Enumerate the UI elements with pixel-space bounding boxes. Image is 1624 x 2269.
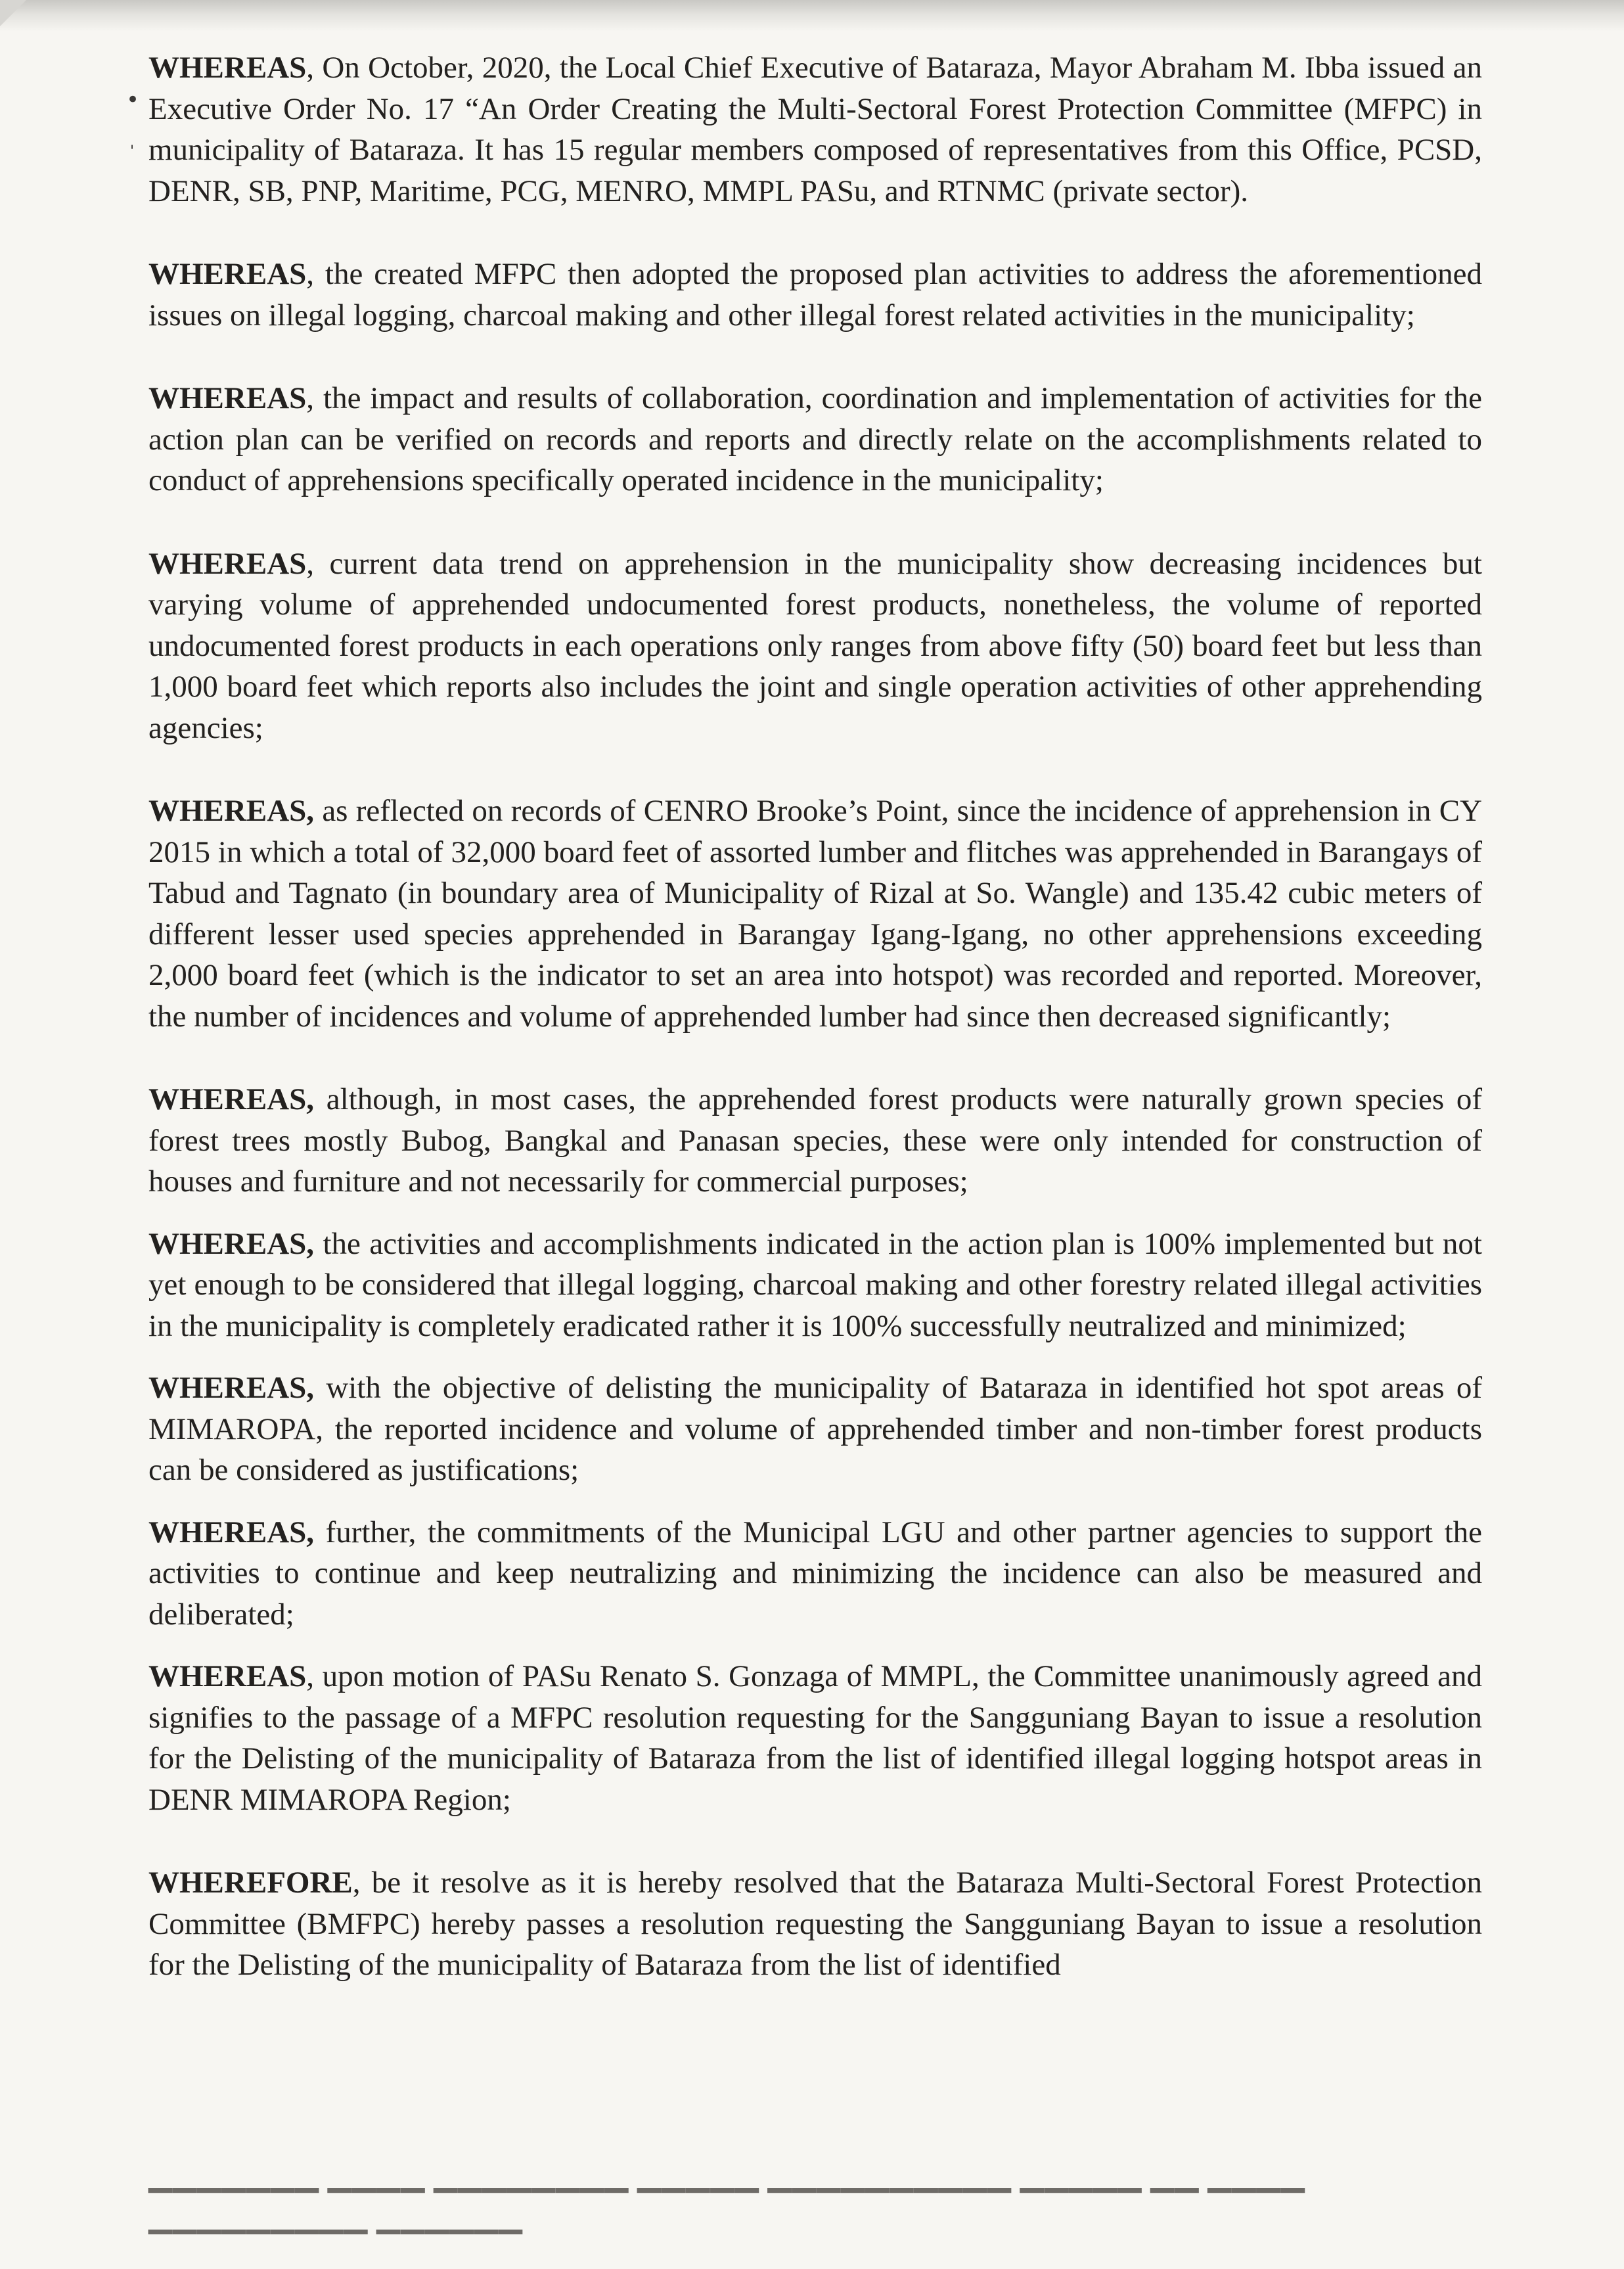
paragraph-keyword: WHEREAS bbox=[148, 546, 307, 581]
paragraph-text: , be it resolve as it is hereby resolved that the Bataraza Multi-Sectoral Forest Protection Committee (BMFPC) hereby passes a resolution requesting the Sangguniang Bayan to issue a resolution for the Delisting of the municipality of Bataraza from the list of identified bbox=[148, 1866, 1482, 1982]
paragraph-text: , On October, 2020, the Local Chief Executive of Bataraza, Mayor Abraham M. Ibba issued an Executive Order No. 17 “An Order Creating the Multi-Sectoral Forest Protection Committee (MFPC) in municipality of Bataraza. It has 15 regular members composed of representatives from this Office, PCSD, DENR, SB, PNP, Maritime, PCG, MENRO, MMPL PASu, and RTNMC (private sector). bbox=[148, 51, 1482, 208]
whereas-paragraph-4 bbox=[148, 543, 1482, 749]
paragraph-text: as reflected on records of CENRO Brooke’s Point, since the incidence of apprehension in CY 2015 in which a total of 32,000 board feet of assorted lumber and flitches was apprehended in Barangays of Tabud and Tagnato (in boundary area of Municipality of Rizal at So. Wangle) and 135.42 cubic meters of different lesser used species apprehended in Barangay Igang-Igang, no other apprehensions exceeding 2,000 board feet (which is the indicator to set an area into hotspot) was recorded and reported. Moreover, the number of incidences and volume of apprehended lumber had since then decreased significantly; bbox=[148, 794, 1482, 1034]
paragraph-text: further, the commitments of the Municipal LGU and other partner agencies to support the activities to continue and keep neutralizing and minimizing the incidence can also be measured and deliberated; bbox=[148, 1515, 1482, 1632]
document-page bbox=[148, 47, 1482, 1986]
scan-shadow-top bbox=[0, 0, 1624, 32]
paragraph-keyword: WHEREAS bbox=[148, 257, 307, 291]
paragraph-text: although, in most cases, the apprehended forest products were naturally grown species of forest trees mostly Bubog, Bangkal and Panasan species, these were only intended for construction of houses and furniture and not necessarily for commercial purposes; bbox=[148, 1082, 1482, 1199]
whereas-paragraph-10 bbox=[148, 1656, 1482, 1820]
margin-tick-icon: ' bbox=[130, 143, 135, 160]
whereas-paragraph-2 bbox=[148, 254, 1482, 336]
paragraph-keyword: WHEREAS, bbox=[148, 1515, 315, 1549]
paragraph-text: the activities and accomplishments indicated in the action plan is 100% implemented but not yet enough to be considered that illegal logging, charcoal making and other forestry related illegal activities in the municipality is completely eradicated rather it is 100% successfully neutralized and minimized; bbox=[148, 1226, 1482, 1343]
margin-mark-icon: • bbox=[126, 87, 140, 113]
whereas-paragraph-7 bbox=[148, 1224, 1482, 1347]
paragraph-keyword: WHEREAS, bbox=[148, 1371, 315, 1405]
paragraph-keyword: WHEREFORE bbox=[148, 1866, 353, 1900]
paragraph-keyword: WHEREAS bbox=[148, 381, 307, 415]
scan-corner-fold bbox=[0, 0, 26, 26]
paragraph-text: , the created MFPC then adopted the proposed plan activities to address the aforementioned issues on illegal logging, charcoal making and other illegal forest related activities in the municipality; bbox=[148, 257, 1482, 332]
whereas-paragraph-3 bbox=[148, 378, 1482, 501]
paragraph-text: , current data trend on apprehension in the municipality show decreasing incidences but varying volume of apprehended undocumented forest products, nonetheless, the volume of reported undocumented forest products in each operations only ranges from above fifty (50) board feet but less than 1,000 board feet which reports also includes the joint and single operation activities of other apprehending agencies; bbox=[148, 546, 1482, 745]
whereas-paragraph-6 bbox=[148, 1079, 1482, 1203]
whereas-paragraph-9 bbox=[148, 1512, 1482, 1636]
whereas-paragraph-5 bbox=[148, 791, 1482, 1037]
paragraph-keyword: WHEREAS bbox=[148, 51, 307, 85]
paragraph-keyword: WHEREAS, bbox=[148, 1226, 315, 1261]
cut-off-line-fragment bbox=[148, 2190, 1482, 2266]
paragraph-text: , upon motion of PASu Renato S. Gonzaga of MMPL, the Committee unanimously agreed and signifies to the passage of a MFPC resolution requesting for the Sangguniang Bayan to issue a resolution for the Delisting of the municipality of Bataraza from the list of identified illegal logging hotspot areas in DENR MIMAROPA Region; bbox=[148, 1659, 1482, 1817]
paragraph-keyword: WHEREAS, bbox=[148, 794, 315, 828]
paragraph-text: with the objective of delisting the municipality of Bataraza in identified hot spot areas of MIMAROPA, the reported incidence and volume of apprehended timber and non-timber forest products can be considered as justifications; bbox=[148, 1371, 1482, 1487]
whereas-paragraph-1 bbox=[148, 47, 1482, 212]
paragraph-text: , the impact and results of collaboration, coordination and implementation of activities for the action plan can be verified on records and reports and directly relate on the accomplishments related to conduct of apprehensions specifically operated incidence in the municipality; bbox=[148, 381, 1482, 497]
wherefore-paragraph bbox=[148, 1862, 1482, 1986]
whereas-paragraph-8 bbox=[148, 1367, 1482, 1491]
cut-off-text-decoration: ▔▔▔▔▔▔▔ ▔▔▔▔ ▔▔▔▔▔▔▔▔ ▔▔▔▔▔ ▔▔▔▔▔▔▔▔▔▔ ▔▔▔▔▔ ▔▔ ▔▔▔▔ ▔▔▔▔▔▔▔▔▔ ▔▔▔▔▔▔ bbox=[148, 2190, 1305, 2266]
paragraph-keyword: WHEREAS, bbox=[148, 1082, 315, 1116]
paragraph-keyword: WHEREAS bbox=[148, 1659, 307, 1693]
